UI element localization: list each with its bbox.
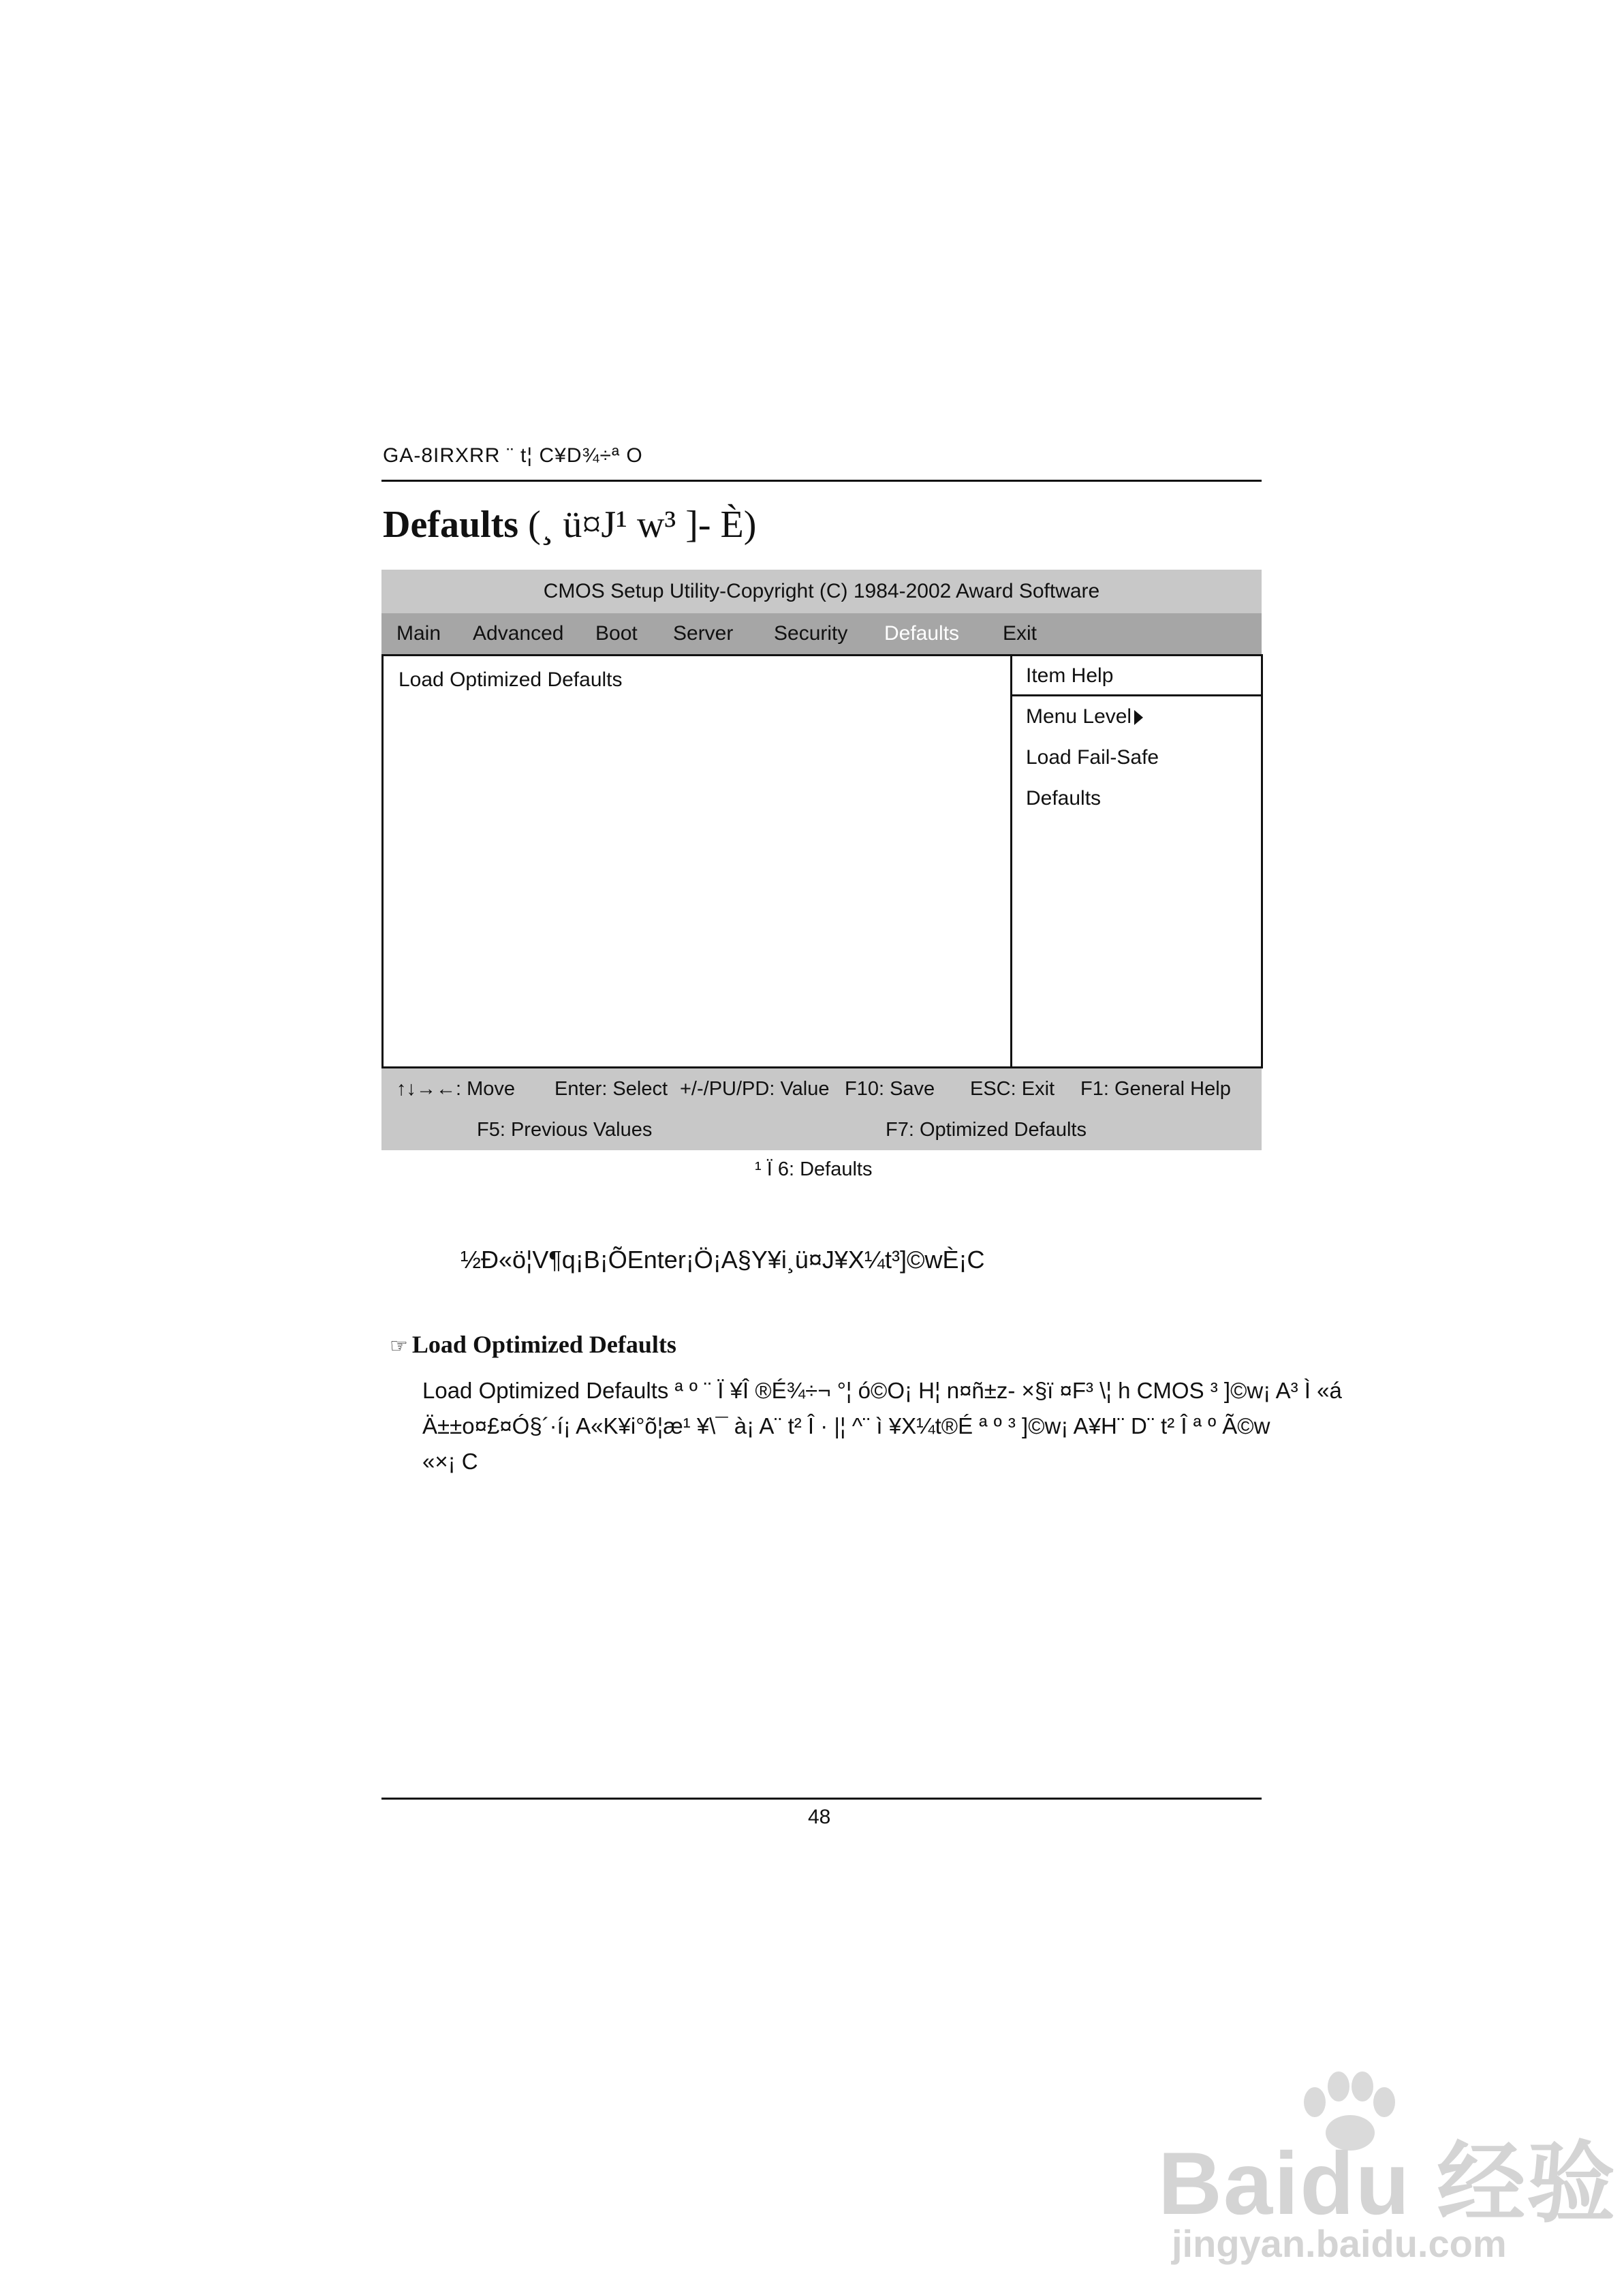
status-row-keys [381,1068,1262,1109]
help-line-load-fail-safe: Load Fail-Safe [1026,746,1159,769]
item-help-header [1012,656,1263,696]
page-number: 48 [808,1806,831,1828]
menu-item-main[interactable]: Main [396,622,441,645]
page-title [383,503,756,546]
bios-status-bar [381,1068,1262,1150]
section-body-line-1: Load Optimized Defaults ª º ¨ Ï ¥Î ®É¾÷¬ °¦ ó©O¡ H¦ n¤ñ±z- ×§ï ¤F³ \¦ h CMOS ³ ]©w¡ A³ Ì «á [422,1378,1342,1403]
key-hint-move: ↑↓→←: Move [396,1078,516,1100]
section-heading-text: Load Optimized Defaults [411,1331,676,1358]
watermark-url: jingyan.baidu.com [1172,2222,1507,2265]
page-title-main: Defaults [383,504,519,546]
figure-caption: ¹ Ï 6: Defaults [755,1158,873,1180]
key-hint-value: +/-/PU/PD: Value [680,1078,830,1100]
baidu-watermark [1158,2071,1617,2269]
help-line-defaults: Defaults [1026,787,1102,810]
bios-main-panel [381,654,1263,1068]
menu-item-security[interactable]: Security [774,622,848,645]
key-hint-select: Enter: Select [555,1078,668,1100]
watermark-logo-text: Baidu 经验 [1158,2134,1617,2233]
section-heading [390,1330,676,1359]
item-help-title: Item Help [1026,664,1114,687]
key-hint-exit: ESC: Exit [970,1078,1055,1100]
running-header: GA-8IRXRR ¨ t¦ C¥D¾÷ª O [383,444,643,467]
item-help-pane [1010,656,1263,1066]
status-row-defaults [381,1109,1262,1150]
key-hint-previous-values: F5: Previous Values [477,1119,653,1141]
menu-item-advanced[interactable]: Advanced [473,622,564,645]
header-divider [381,480,1262,482]
help-line-menu-level-text: Menu Level [1026,705,1132,728]
menu-item-defaults[interactable]: Defaults [884,622,960,645]
bios-screen [381,570,1262,1150]
section-body-line-2: Ä±±o¤£¤Ó§´·í¡ A«K¥i°õ¦æ¹ ¥\¯ à¡ A¨ t² Î · |¦ ^¨ ì ¥X¼t®É ª º ³ ]©w¡ A¥H¨ D¨ t² Î ª º Ã©w [422,1413,1270,1438]
load-optimized-defaults-option[interactable]: Load Optimized Defaults [399,668,623,691]
page-title-subtitle: (¸ ü¤J¹ w³ ]- È) [518,504,757,546]
section-body-line-3: «×¡ C [422,1449,478,1474]
pointing-hand-icon: ☞ [390,1334,408,1358]
help-line-menu-level [1026,705,1143,728]
menu-item-exit[interactable]: Exit [1003,622,1037,645]
key-hint-save: F10: Save [845,1078,935,1100]
key-hint-optimized-defaults: F7: Optimized Defaults [886,1119,1087,1141]
menu-item-boot[interactable]: Boot [595,622,638,645]
bios-menu-bar [381,613,1262,654]
footer-divider [381,1798,1262,1800]
triangle-right-icon [1134,710,1143,725]
bios-title-bar: CMOS Setup Utility-Copyright (C) 1984-2002 Award Software [381,570,1262,613]
menu-item-server[interactable]: Server [673,622,734,645]
instruction-paragraph: ½Ð«ö¦V¶q¡B¡ÕEnter¡Ö¡A§Y¥i¸ü¤J¥X¼t³]©wÈ¡C [460,1246,985,1274]
key-hint-help: F1: General Help [1080,1078,1231,1100]
